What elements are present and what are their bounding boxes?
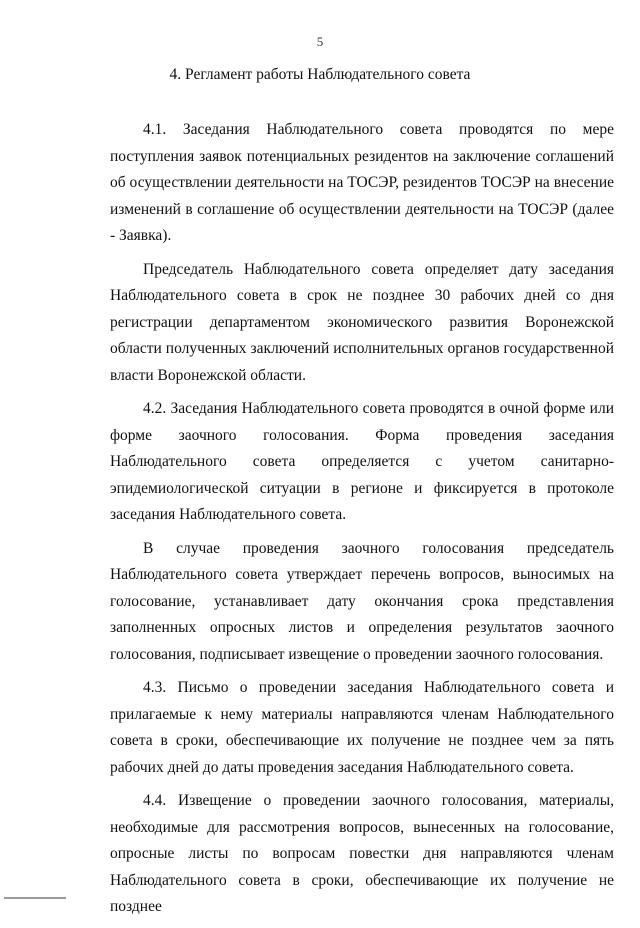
scan-artifact-line — [4, 897, 66, 899]
page-number: 5 — [316, 34, 324, 49]
paragraph: 4.4. Извещение о проведении заочного голосования, материалы, необходимые для рассмотрения вопросов, вынесенных на голосование, опросные листы по вопросам повестки дня направляются членам Наблюдательного совета в сроки, обеспечивающие их получение не позднее — [110, 792, 614, 915]
document-body — [110, 117, 614, 928]
paragraph: 4.3. Письмо о проведении заседания Наблюдательного совета и прилагаемые к нему материалы направляются членам Наблюдательного совета в сроки, обеспечивающие их получение не позднее чем за пять рабочих дней до даты проведения заседания Наблюдательного совета. — [110, 679, 614, 776]
paragraph: В случае проведения заочного голосования председатель Наблюдательного совета утверждает перечень вопросов, выносимых на голосование, устанавливает дату окончания срока представления заполненных опросных листов и определения результатов заочного голосования, подписывает извещение о проведении заочного голосования. — [110, 539, 614, 663]
paragraph: Председатель Наблюдательного совета определяет дату заседания Наблюдательного совета в срок не позднее 30 рабочих дней со дня регистрации департаментом экономического развития Воронежской области полученных заключений исполнительных органов государственной власти Воронежской области. — [110, 260, 614, 384]
section-heading: 4. Регламент работы Наблюдательного совета — [169, 66, 471, 83]
paragraph: 4.1. Заседания Наблюдательного совета проводятся по мере поступления заявок потенциальных резидентов на заключение соглашений об осуществлении деятельности на ТОСЭР, резидентов ТОСЭР на внесение изменений в соглашение об осуществлении деятельности на ТОСЭР (далее - Заявка). — [110, 121, 614, 244]
paragraph: 4.2. Заседания Наблюдательного совета проводятся в очной форме или форме заочного голосования. Форма проведения заседания Наблюдательного совета определяется с учетом санитарно-эпидемиологической ситуации в регионе и фиксируется в протоколе заседания Наблюдательного совета. — [110, 400, 614, 523]
